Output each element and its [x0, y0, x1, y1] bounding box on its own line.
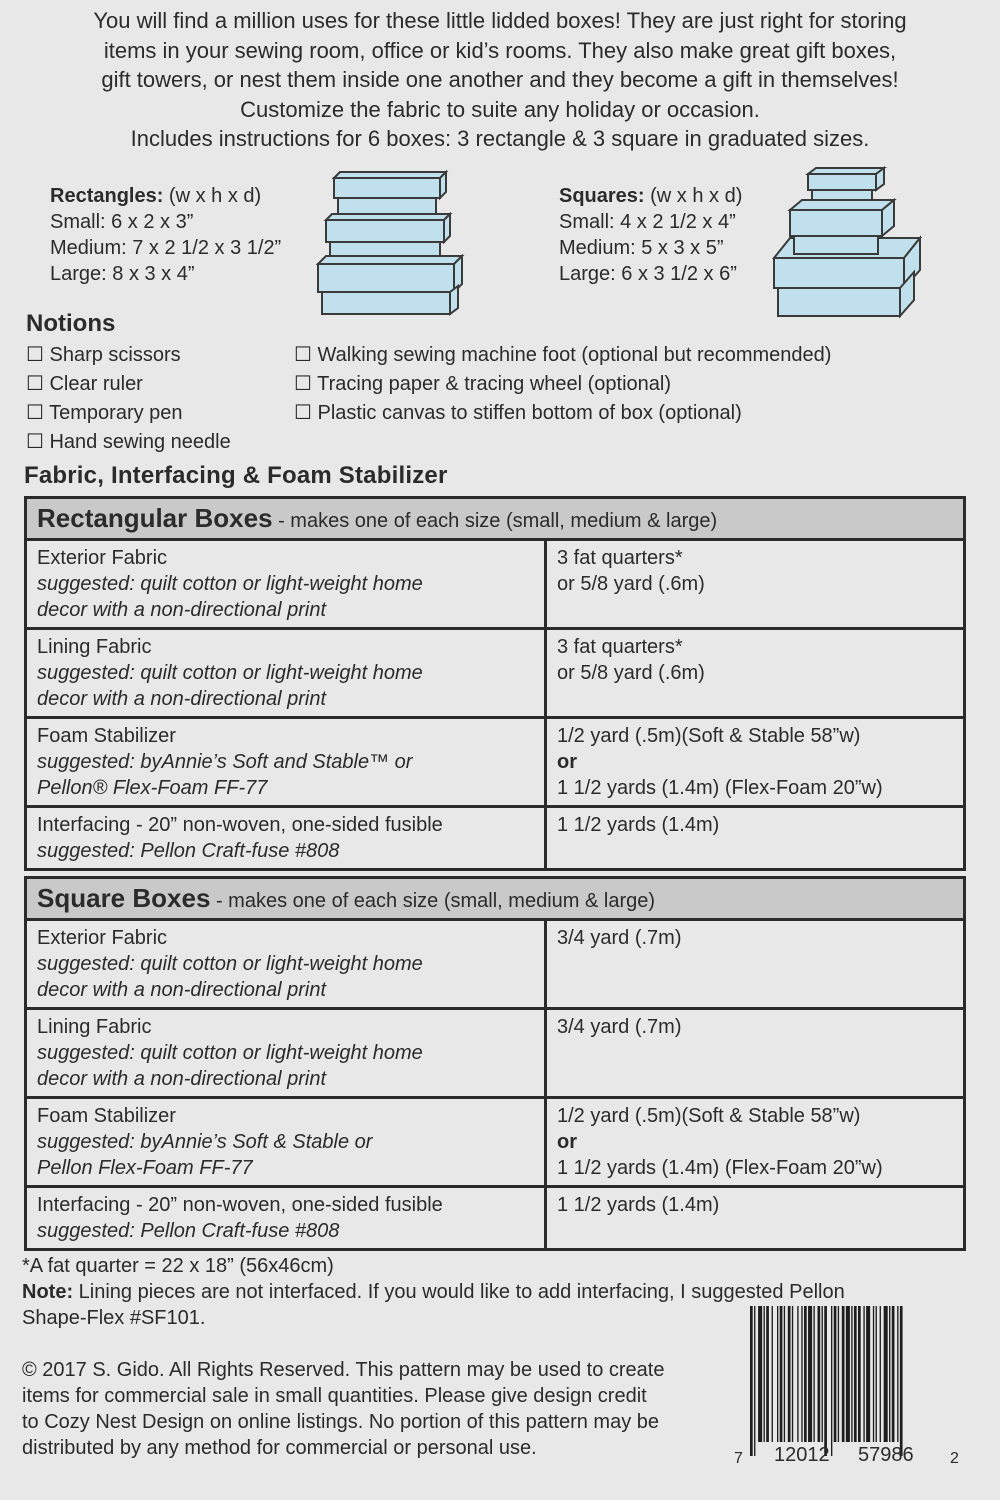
material-suggestion: suggested: quilt cotton or light-weight home [37, 953, 423, 975]
barcode-bar [818, 1306, 821, 1442]
material-suggestion: Pellon Flex-Foam FF-77 [37, 1157, 253, 1179]
intro-paragraph [40, 6, 960, 154]
amount: 1 1/2 yards (1.4m) [557, 814, 720, 836]
barcode-bar [854, 1306, 857, 1442]
squares-small: Small: 4 x 2 1/2 x 4” [559, 211, 736, 233]
material-suggestion: suggested: quilt cotton or light-weight home [37, 1042, 423, 1064]
barcode-bar [788, 1306, 791, 1442]
table-row [26, 629, 965, 718]
amount: or 5/8 yard (.6m) [557, 662, 705, 684]
barcode-bar [813, 1306, 814, 1442]
barcode-bar [880, 1306, 881, 1442]
material-suggestion: Pellon® Flex-Foam FF-77 [37, 777, 268, 799]
barcode-digits-left: 12012 [774, 1444, 830, 1466]
intro-line: You will find a million uses for these little lidded boxes! They are just right for storing [93, 8, 907, 33]
notions-title: Notions [26, 310, 116, 337]
barcode-bar [750, 1306, 753, 1456]
table-row [26, 1009, 965, 1098]
barcode-bar [897, 1306, 898, 1442]
copyright-line: items for commercial sale in small quantities. Please give design credit [22, 1385, 647, 1407]
barcode-bar [900, 1306, 903, 1456]
amount: 1 1/2 yards (1.4m) [557, 1194, 720, 1216]
note-text: Shape-Flex #SF101. [22, 1307, 206, 1329]
rectangle-boxes-illustration [312, 168, 468, 322]
fat-quarter-footnote: *A fat quarter = 22 x 18” (56x46cm) [22, 1255, 334, 1277]
amount-or: or [557, 751, 577, 773]
barcode-bar [834, 1306, 837, 1442]
barcode-bar [851, 1306, 852, 1442]
material-suggestion: decor with a non-directional print [37, 1068, 327, 1090]
barcode-digit-first: 7 [734, 1450, 743, 1467]
barcode [730, 1306, 966, 1472]
barcode-bar [889, 1306, 890, 1442]
barcode-bar [777, 1306, 778, 1442]
amount-or: or [557, 1131, 577, 1153]
copyright-line: © 2017 S. Gido. All Rights Reserved. This pattern may be used to create [22, 1359, 665, 1381]
notion-item: ☐ Clear ruler [26, 373, 143, 395]
barcode-bar [801, 1306, 802, 1442]
material-suggestion: decor with a non-directional print [37, 979, 327, 1001]
copyright-line: to Cozy Nest Design on online listings. No portion of this pattern may be [22, 1411, 659, 1433]
rectangular-boxes-table [24, 496, 966, 871]
barcode-bar [842, 1306, 845, 1442]
table-row [26, 1187, 965, 1250]
intro-line: gift towers, or nest them inside one another and they become a gift in themselves! [101, 67, 899, 92]
barcode-bar [766, 1306, 769, 1442]
notions-list-right [294, 341, 831, 428]
rectangles-medium: Medium: 7 x 2 1/2 x 3 1/2” [50, 237, 282, 259]
fabric-section-title: Fabric, Interfacing & Foam Stabilizer [24, 462, 448, 489]
rectangles-large: Large: 8 x 3 x 4” [50, 263, 195, 285]
squares-unit: (w x h x d) [644, 185, 743, 207]
table-title: Rectangular Boxes [37, 503, 273, 533]
notion-item: ☐ Walking sewing machine foot (optional but recommended) [294, 344, 832, 366]
notion-item: ☐ Sharp scissors [26, 344, 181, 366]
barcode-bar [876, 1306, 877, 1442]
intro-line: Customize the fabric to suite any holiday or occasion. [240, 96, 760, 122]
squares-medium: Medium: 5 x 3 x 5” [559, 237, 724, 259]
squares-sizes [559, 183, 742, 287]
barcode-bar [754, 1306, 755, 1456]
barcode-bar [892, 1306, 895, 1442]
squares-large: Large: 6 x 3 1/2 x 6” [559, 263, 737, 285]
barcode-bar [863, 1306, 864, 1442]
table-row [26, 920, 965, 1009]
barcode-bar [797, 1306, 798, 1442]
material-suggestion: suggested: byAnnie’s Soft & Stable or [37, 1131, 373, 1153]
amount: 1/2 yard (.5m)(Soft & Stable 58”w) [557, 1105, 861, 1127]
material-suggestion: suggested: quilt cotton or light-weight home [37, 573, 423, 595]
barcode-bar [780, 1306, 783, 1442]
table-row [26, 807, 965, 870]
material-name: Interfacing - 20” non-woven, one-sided fusible [37, 1194, 443, 1216]
amount: 3/4 yard (.7m) [557, 1016, 682, 1038]
material-name: Lining Fabric [37, 1016, 152, 1038]
amount: 3 fat quarters* [557, 636, 683, 658]
material-name: Exterior Fabric [37, 927, 168, 949]
material-suggestion: decor with a non-directional print [37, 688, 327, 710]
notion-item: ☐ Hand sewing needle [26, 431, 231, 453]
amount: 3 fat quarters* [557, 547, 683, 569]
barcode-bar [772, 1306, 773, 1442]
barcode-bar [758, 1306, 762, 1442]
material-name: Exterior Fabric [37, 547, 168, 569]
notions-list-left [26, 341, 231, 457]
barcode-bar [784, 1306, 785, 1442]
material-suggestion: suggested: Pellon Craft-fuse #808 [37, 1220, 340, 1242]
table-header [26, 878, 965, 920]
amount: 1 1/2 yards (1.4m) (Flex-Foam 20”w) [557, 777, 883, 799]
notion-item: ☐ Temporary pen [26, 402, 183, 424]
rectangles-small: Small: 6 x 2 x 3” [50, 211, 194, 233]
barcode-bar [873, 1306, 874, 1442]
barcode-bar [792, 1306, 793, 1442]
barcode-bar [831, 1306, 832, 1456]
table-subtitle: - makes one of each size (small, medium & large) [272, 510, 718, 532]
squares-heading: Squares: [559, 185, 645, 207]
amount: 1/2 yard (.5m)(Soft & Stable 58”w) [557, 725, 861, 747]
table-title: Square Boxes [37, 883, 211, 913]
material-suggestion: suggested: quilt cotton or light-weight home [37, 662, 423, 684]
barcode-bar [764, 1306, 765, 1442]
barcode-bar [846, 1306, 850, 1442]
barcode-bars [730, 1306, 966, 1456]
rectangles-unit: (w x h x d) [163, 185, 262, 207]
square-boxes-illustration [770, 166, 926, 322]
material-name: Lining Fabric [37, 636, 152, 658]
note-text: Lining pieces are not interfaced. If you would like to add interfacing, I suggested Pellon [73, 1281, 845, 1303]
table-subtitle: - makes one of each size (small, medium & large) [210, 890, 656, 912]
square-boxes-table [24, 876, 966, 1251]
barcode-bar [824, 1306, 827, 1456]
material-name: Interfacing - 20” non-woven, one-sided fusible [37, 814, 443, 836]
table-row [26, 718, 965, 807]
copyright-notice [22, 1357, 664, 1461]
material-suggestion: suggested: Pellon Craft-fuse #808 [37, 840, 340, 862]
barcode-bar [804, 1306, 807, 1442]
barcode-bar [838, 1306, 839, 1442]
note-label: Note: [22, 1281, 74, 1303]
table-row [26, 540, 965, 629]
barcode-digits-right: 57986 [858, 1444, 914, 1466]
notion-item: ☐ Plastic canvas to stiffen bottom of box (optional) [294, 402, 742, 424]
barcode-bar [808, 1306, 812, 1442]
notion-item: ☐ Tracing paper & tracing wheel (optional) [294, 373, 672, 395]
material-suggestion: suggested: byAnnie’s Soft and Stable™ or [37, 751, 413, 773]
intro-line: Includes instructions for 6 boxes: 3 rectangle & 3 square in graduated sizes. [130, 126, 870, 151]
barcode-bar [822, 1306, 823, 1442]
material-name: Foam Stabilizer [37, 1105, 176, 1127]
barcode-bar [866, 1306, 870, 1442]
intro-line: items in your sewing room, office or kid’s rooms. They also make great gift boxes, [103, 37, 897, 63]
material-name: Foam Stabilizer [37, 725, 176, 747]
amount: 3/4 yard (.7m) [557, 927, 682, 949]
rectangles-sizes [50, 183, 281, 287]
barcode-bar [884, 1306, 888, 1442]
rectangles-heading: Rectangles: [50, 185, 164, 207]
table-row [26, 1098, 965, 1187]
amount: 1 1/2 yards (1.4m) (Flex-Foam 20”w) [557, 1157, 883, 1179]
barcode-digit-last: 2 [950, 1450, 959, 1467]
copyright-line: distributed by any method for commercial or personal use. [22, 1437, 537, 1459]
barcode-bar [858, 1306, 861, 1442]
amount: or 5/8 yard (.6m) [557, 573, 705, 595]
material-suggestion: decor with a non-directional print [37, 599, 327, 621]
table-header [26, 498, 965, 540]
